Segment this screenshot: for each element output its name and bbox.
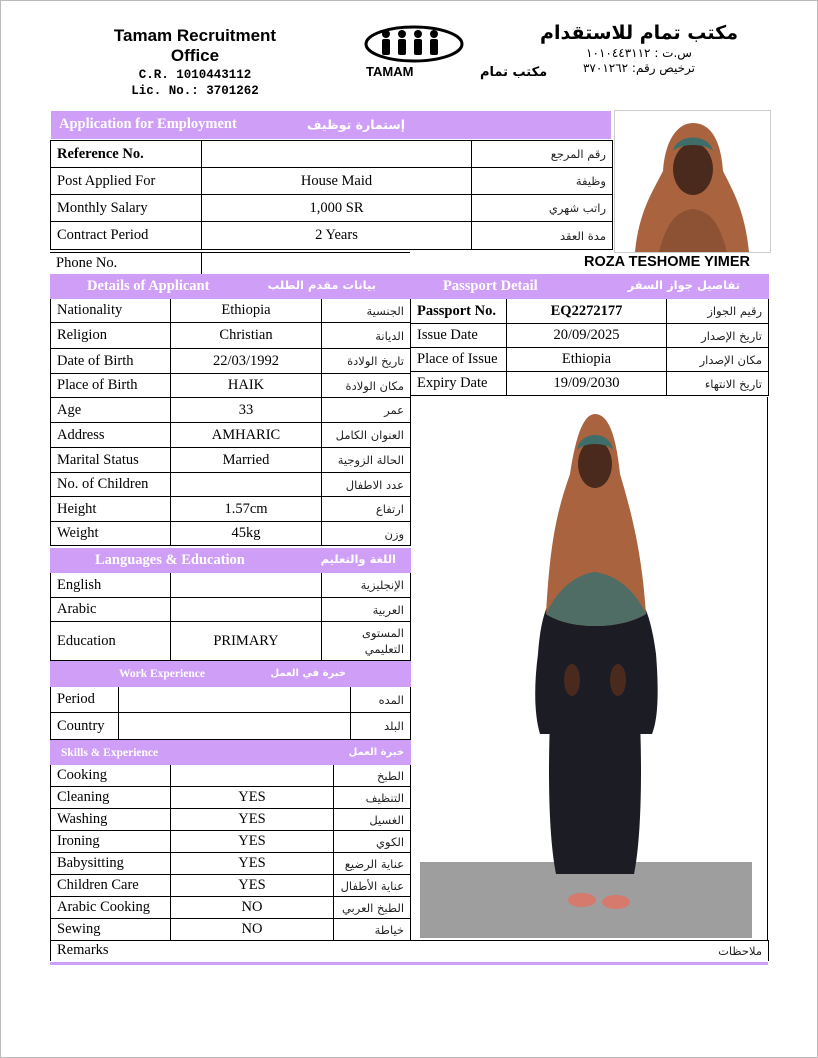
field-label: Period [51, 687, 119, 713]
logo-text: TAMAM [366, 64, 414, 79]
field-label: Religion [51, 323, 171, 349]
field-value[interactable]: PRIMARY [171, 622, 322, 661]
field-label-ar: الطبخ [334, 765, 411, 787]
field-value[interactable]: YES [171, 853, 334, 875]
table-row [51, 374, 411, 398]
field-value[interactable] [119, 713, 351, 740]
table-row [411, 299, 769, 324]
field-label-ar: الطبخ العربي [334, 897, 411, 919]
section-header [411, 275, 769, 299]
languages-title-ar: اللغة والتعليم [320, 552, 397, 566]
office-name-en: Tamam Recruitment Office [113, 26, 277, 65]
field-label: Expiry Date [411, 372, 507, 396]
field-label: Cleaning [51, 787, 171, 809]
field-label: Cooking [51, 765, 171, 787]
field-label: Washing [51, 809, 171, 831]
field-value[interactable]: 45kg [171, 522, 322, 546]
skills-title: Skills & Experience [61, 746, 159, 759]
table-row [51, 323, 411, 349]
field-label-ar: رقم المرجع [472, 141, 613, 168]
field-label: Reference No. [51, 141, 202, 168]
field-label: Arabic [51, 598, 171, 622]
work-title-ar: خبرة في العمل [270, 668, 346, 679]
table-row [51, 622, 411, 661]
table-row [51, 398, 411, 423]
languages-table [50, 548, 411, 661]
application-title-ar: إستمارة توظيف [307, 117, 405, 132]
field-label-ar: عناية الرضيع [334, 853, 411, 875]
work-table [50, 661, 411, 740]
table-row [51, 713, 411, 740]
field-label-ar: عمر [322, 398, 411, 423]
table-row [51, 765, 411, 787]
field-value[interactable] [171, 473, 322, 497]
table-row [51, 897, 411, 919]
table-row [51, 875, 411, 897]
field-label-ar: راتب شهري [472, 195, 613, 222]
table-row [51, 473, 411, 497]
field-label: Monthly Salary [51, 195, 202, 222]
field-label-ar: الجنسية [322, 299, 411, 323]
application-header [51, 111, 611, 139]
field-label: Weight [51, 522, 171, 546]
languages-title: Languages & Education [95, 552, 245, 568]
field-label-ar: الحالة الزوجية [322, 448, 411, 473]
field-value[interactable]: YES [171, 875, 334, 897]
header-portrait-photo [614, 110, 771, 253]
skills-title-ar: خبرة العمل [348, 746, 405, 758]
work-title: Work Experience [119, 668, 205, 680]
field-label-ar: الديانة [322, 323, 411, 349]
field-value[interactable] [171, 765, 334, 787]
field-value[interactable]: Ethiopia [171, 299, 322, 323]
skills-table [50, 740, 411, 941]
field-label: No. of Children [51, 473, 171, 497]
section-header [51, 662, 411, 687]
table-row [51, 522, 411, 546]
field-value[interactable] [171, 573, 322, 598]
field-label-ar: مكان الإصدار [667, 348, 769, 372]
field-label: Age [51, 398, 171, 423]
table-row [51, 809, 411, 831]
field-value[interactable]: Christian [171, 323, 322, 349]
field-label: Arabic Cooking [51, 897, 171, 919]
field-label: Post Applied For [51, 168, 202, 195]
table-row [50, 253, 410, 275]
field-label-ar: عدد الاطفال [322, 473, 411, 497]
field-label-ar: مدة العقد [472, 222, 613, 250]
logo-text-ar: مكتب تمام [480, 65, 548, 80]
field-label: Height [51, 497, 171, 522]
field-label: Country [51, 713, 119, 740]
application-table [50, 140, 613, 250]
field-label-ar: تاريخ الإصدار [667, 324, 769, 348]
office-info-ar [530, 22, 748, 75]
field-value[interactable]: 1.57cm [171, 497, 322, 522]
table-row [51, 349, 411, 374]
field-label-ar: تاريخ الانتهاء [667, 372, 769, 396]
field-value[interactable]: YES [171, 787, 334, 809]
table-row [51, 598, 411, 622]
field-value[interactable]: YES [171, 809, 334, 831]
table-row [51, 448, 411, 473]
field-label-ar: المستوى التعليمي [322, 622, 411, 661]
field-label: Ironing [51, 831, 171, 853]
field-label: Education [51, 622, 171, 661]
table-row [51, 831, 411, 853]
table-row [51, 141, 613, 168]
field-label-ar: الكوي [334, 831, 411, 853]
field-label-ar: رقيم الجواز [667, 299, 769, 324]
table-row [51, 168, 613, 195]
cr-number: C.R. 1010443112 [138, 68, 252, 82]
candidate-name: ROZA TESHOME YIMER [584, 254, 750, 270]
table-row [51, 787, 411, 809]
table-row [51, 940, 769, 961]
field-label: Address [51, 423, 171, 448]
field-value[interactable]: 33 [171, 398, 322, 423]
remarks-label: Remarks [51, 940, 410, 961]
field-label: Issue Date [411, 324, 507, 348]
license-number: Lic. No.: 3701262 [131, 84, 259, 98]
section-header [51, 549, 411, 573]
table-row [411, 372, 769, 396]
field-label-ar: وزن [322, 522, 411, 546]
phone-label: Phone No. [50, 253, 201, 275]
field-value[interactable]: YES [171, 831, 334, 853]
field-label-ar: المده [351, 687, 411, 713]
field-label: English [51, 573, 171, 598]
field-value[interactable] [202, 141, 472, 168]
table-row [411, 324, 769, 348]
field-label: Place of Issue [411, 348, 507, 372]
field-value[interactable]: HAIK [171, 374, 322, 398]
table-row [411, 348, 769, 372]
table-row [51, 195, 613, 222]
remarks-table [50, 940, 769, 961]
cr-number-ar: س.ت : ١٠١٠٤٤٣١١٢ [586, 46, 692, 60]
license-number-ar: ترخيص رقم: ٣٧٠١٢٦٢ [582, 61, 695, 75]
field-value[interactable] [119, 687, 351, 713]
field-label-ar: مكان الولادة [322, 374, 411, 398]
table-row [51, 497, 411, 522]
field-value[interactable]: Ethiopia [507, 348, 667, 372]
field-value[interactable]: 2 Years [202, 222, 472, 250]
field-value[interactable]: EQ2272177 [507, 299, 667, 324]
field-label-ar: ارتفاع [322, 497, 411, 522]
field-label-ar: الإنجليزية [322, 573, 411, 598]
table-row [51, 222, 613, 250]
field-value[interactable]: Married [171, 448, 322, 473]
table-row [51, 919, 411, 941]
table-row [51, 573, 411, 598]
field-label: Passport No. [411, 299, 507, 324]
field-value[interactable]: NO [171, 897, 334, 919]
applicant-title-ar: بيانات مقدم الطلب [267, 278, 377, 292]
passport-title: Passport Detail [443, 278, 538, 294]
field-label: Children Care [51, 875, 171, 897]
field-label-ar: تاريخ الولادة [322, 349, 411, 374]
field-label: Contract Period [51, 222, 202, 250]
field-value[interactable]: AMHARIC [171, 423, 322, 448]
field-label-ar: الغسيل [334, 809, 411, 831]
phone-value[interactable] [201, 253, 410, 275]
field-label: Place of Birth [51, 374, 171, 398]
field-value[interactable]: NO [171, 919, 334, 941]
applicant-title: Details of Applicant [87, 278, 210, 294]
passport-title-ar: تفاصيل جواز السفر [627, 278, 741, 292]
field-label: Marital Status [51, 448, 171, 473]
field-value[interactable]: 1,000 SR [202, 195, 472, 222]
table-row [51, 687, 411, 713]
application-title: Application for Employment [59, 116, 237, 132]
field-label-ar: العنوان الكامل [322, 423, 411, 448]
field-value[interactable] [171, 598, 322, 622]
table-row [51, 299, 411, 323]
passport-table [410, 274, 769, 396]
field-label: Sewing [51, 919, 171, 941]
field-value[interactable]: 20/09/2025 [507, 324, 667, 348]
field-value[interactable]: House Maid [202, 168, 472, 195]
field-label-ar: التنظيف [334, 787, 411, 809]
office-info-en [92, 26, 298, 98]
table-row [51, 853, 411, 875]
section-header [51, 741, 411, 765]
tamam-logo [362, 24, 548, 80]
field-label-ar: وظيفة [472, 168, 613, 195]
field-label-ar: عناية الأطفال [334, 875, 411, 897]
office-name-ar: مكتب تمام للاستقدام [540, 22, 738, 44]
field-label: Nationality [51, 299, 171, 323]
field-label-ar: خياطة [334, 919, 411, 941]
bottom-divider [50, 962, 768, 965]
applicant-table [50, 274, 411, 546]
field-label-ar: العربية [322, 598, 411, 622]
phone-table [50, 252, 410, 275]
remarks-label-ar: ملاحظات [410, 940, 769, 961]
field-value[interactable]: 22/03/1992 [171, 349, 322, 374]
full-body-photo [420, 404, 752, 938]
field-label-ar: البلد [351, 713, 411, 740]
field-label: Babysitting [51, 853, 171, 875]
field-label: Date of Birth [51, 349, 171, 374]
table-row [51, 423, 411, 448]
field-value[interactable]: 19/09/2030 [507, 372, 667, 396]
section-header [51, 275, 411, 299]
